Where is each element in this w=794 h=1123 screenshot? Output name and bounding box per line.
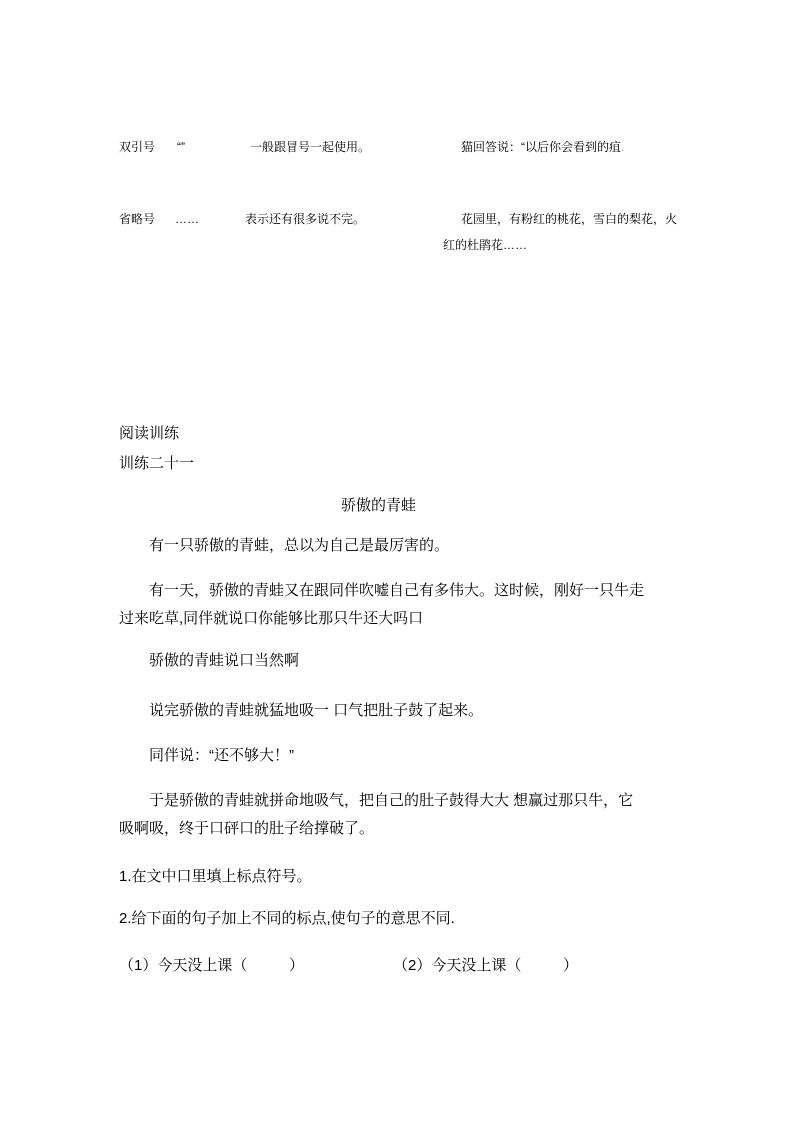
paragraph: 有一天，骄傲的青蛙又在跟同伴吹嘘自己有多伟大。这时候，刚好一只牛走 [149,582,645,599]
section-title: 阅读训练 [119,425,180,442]
sub-question-1: （1）今天没上课（ ） [119,957,305,974]
punct-usage: 一般跟冒号一起使用。 [250,140,371,154]
punct-symbol: …… [175,212,199,226]
question-1: 1.在文中口里填上标点符号。 [119,868,312,885]
sub-question-2: （2）今天没上课（ ） [393,957,579,974]
paragraph: 骄傲的青蛙说口当然啊 [149,652,300,669]
paragraph: 于是骄傲的青蛙就拼命地吸气，把自己的肚子鼓得大大 想赢过那只牛，它 [149,792,634,809]
paragraph: 说完骄傲的青蛙就猛地吸一 口气把肚子鼓了起来。 [149,702,484,719]
punct-name: 省略号 [119,212,156,226]
exercise-title: 训练二十一 [119,455,195,472]
paragraph: 吸啊吸，终于口砰口的肚子给撑破了。 [119,820,375,837]
example-tail: . [621,140,625,154]
paragraph: 同伴说：“还不够大！” [149,747,294,764]
example-text: 猫回答说：“以后你会看到的疽 [461,140,621,154]
story-title: 骄傲的青蛙 [341,497,417,514]
paragraph: 有一只骄傲的青蛙，总以为自己是最厉害的。 [149,537,450,554]
punct-usage: 表示还有很多说不完。 [245,212,366,226]
punct-symbol: “” [177,140,185,154]
punct-example [461,141,624,153]
question-2: 2.给下面的句子加上不同的标点,使句子的意思不同. [119,910,455,927]
punct-example-line2: 红的杜鹃花…… [443,238,528,252]
paragraph: 过来吃草,同伴就说口你能够比那只牛还大吗口 [119,610,424,627]
punct-example: 花园里，有粉红的桃花，雪白的梨花，火 [461,212,678,226]
punct-name: 双引号 [119,140,156,154]
